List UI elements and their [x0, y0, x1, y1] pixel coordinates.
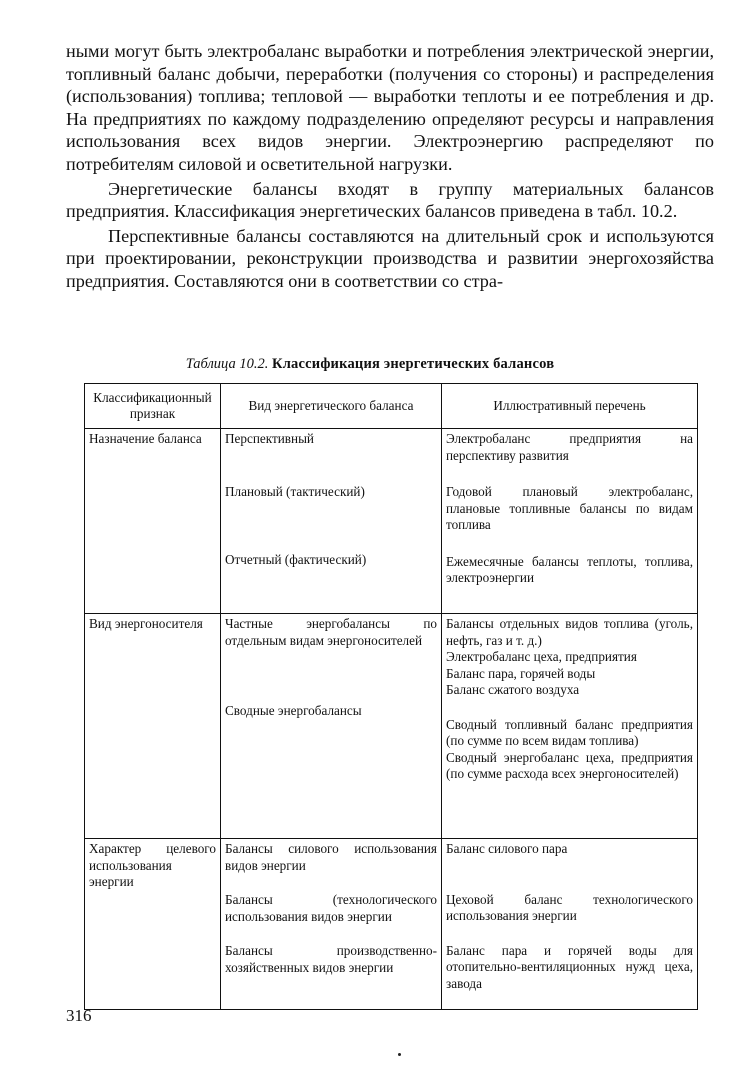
examples-cell	[442, 429, 698, 614]
examples-cell	[442, 839, 698, 1010]
column-header: Классификационный признак	[85, 384, 221, 429]
paragraph: ными могут быть электробаланс выработки и потребления электрической энергии, топливный баланс добычи, переработки (получения со стороны) и распределения (использования) топлива; тепловой — выработки теплоты и ее потребления и др. На предприятиях по каждому подразделению определяют ресурсы и направления использования всех видов энергии. Электроэнергию распределяют по потребителям силовой и осветительной нагрузки.	[66, 41, 714, 174]
balance-type: Сводные энергобалансы	[225, 703, 362, 718]
column-header: Иллюстративный перечень	[442, 384, 698, 429]
balance-type: Перспективный	[225, 431, 314, 446]
table-caption-title: Классификация энергетических балансов	[272, 356, 555, 372]
example-item: Баланс пара и горячей воды для отопительно-вентиляционных нужд цеха, завода	[446, 942, 693, 991]
table-caption-label: Таблица 10.2.	[185, 356, 269, 372]
example-item: Ежемесячные балансы теплоты, топлива, электроэнергии	[446, 553, 693, 585]
feature-label: Назначение баланса	[89, 431, 202, 446]
table-caption	[60, 356, 680, 373]
feature-label: Вид энергоносителя	[89, 616, 203, 631]
example-item: Баланс силового пара	[446, 841, 568, 856]
paragraph: Перспективные балансы составляются на длительный срок и используются при проектировании, реконструкции производства и развитии энергохозяйства предприятия. Составляются они в соответствии со стра-	[66, 225, 714, 291]
feature-cell	[85, 614, 221, 839]
balance-type: Балансы производственно-хозяйственных видов энергии	[225, 943, 437, 975]
table-row	[85, 839, 698, 1010]
example-item: Цеховой баланс технологического использования энергии	[446, 891, 693, 923]
examples-cell	[442, 614, 698, 839]
balance-type-cell	[221, 614, 442, 839]
balance-type: Балансы силового использования видов энергии	[225, 841, 437, 873]
table-row	[85, 614, 698, 839]
page-number: 316	[66, 1006, 92, 1025]
classification-table	[84, 383, 698, 1010]
example-item: Электробаланс цеха, предприятия	[446, 649, 637, 664]
balance-type-cell	[221, 429, 442, 614]
example-item: Баланс пара, горячей воды	[446, 665, 596, 681]
scan-speck	[398, 1053, 401, 1056]
column-header: Вид энергетического баланса	[221, 384, 442, 429]
table-row	[85, 429, 698, 614]
balance-type: Частные энергобалансы по отдельным видам энергоносителей	[225, 616, 437, 648]
body-text	[66, 40, 714, 293]
balance-type: Плановый (тактический)	[225, 483, 365, 499]
example-item: Годовой плановый электробаланс, плановые топливные балансы по видам топлива	[446, 484, 693, 532]
balance-type: Балансы (технологического использования видов энергии	[225, 892, 437, 924]
example-item: Балансы отдельных видов топлива (уголь, нефть, газ и т. д.)	[446, 616, 693, 648]
feature-cell	[85, 839, 221, 1010]
paragraph: Энергетические балансы входят в группу материальных балансов предприятия. Классификация энергетических балансов приведена в табл. 10.2.	[66, 178, 714, 222]
balance-type-cell	[221, 839, 442, 1010]
example-item: Сводный энергобаланс цеха, предприятия (по сумме расхода всех энергоносителей)	[446, 749, 693, 781]
feature-cell	[85, 429, 221, 614]
example-item: Электробаланс предприятия на перспективу развития	[446, 431, 693, 463]
table-header-row	[85, 384, 698, 429]
example-item: Сводный топливный баланс предприятия (по сумме по всем видам топлива)	[446, 716, 693, 748]
example-item: Баланс сжатого воздуха	[446, 682, 580, 697]
feature-label: Характер целевого использования энергии	[89, 841, 216, 889]
balance-type: Отчетный (фактический)	[225, 552, 367, 567]
